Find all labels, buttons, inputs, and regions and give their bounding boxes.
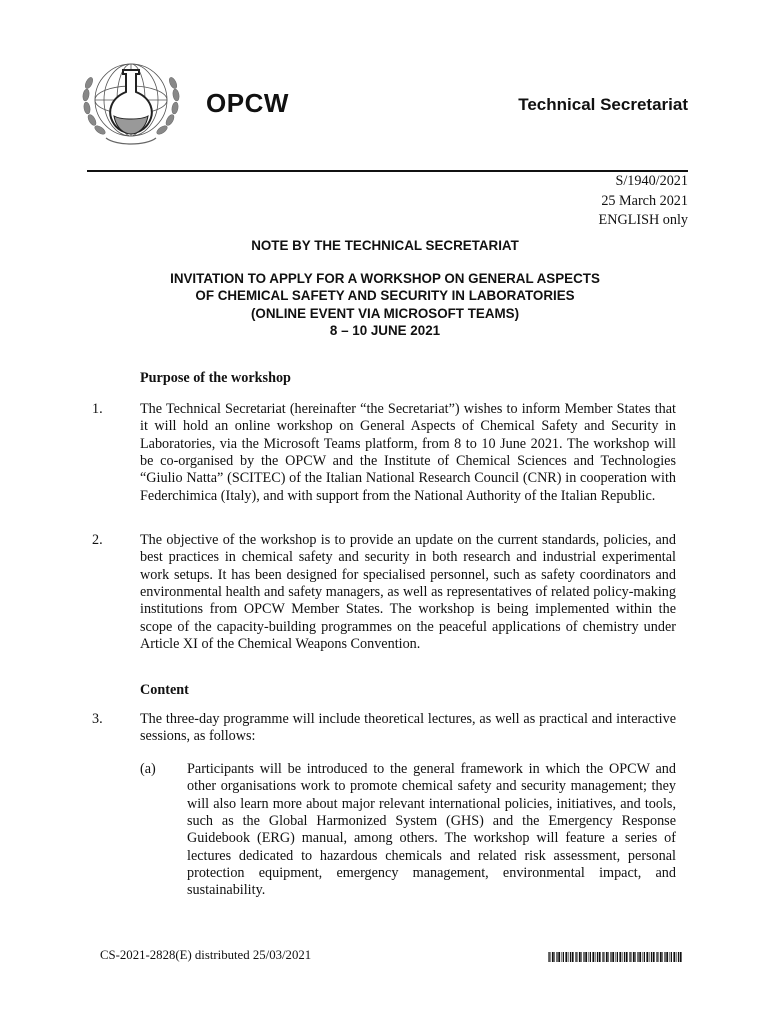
document-date: 25 March 2021 — [601, 192, 688, 209]
barcode-bar — [603, 952, 604, 962]
barcode-bar — [589, 952, 590, 962]
barcode-bar — [671, 952, 672, 962]
barcode-bar — [666, 952, 668, 962]
section-heading-content: Content — [140, 682, 189, 698]
document-title — [0, 270, 770, 340]
barcode-bar — [568, 952, 569, 962]
paragraph-text: The three-day programme will include theoretical lectures, as well as practical and interactive sessions, as follows: — [140, 711, 676, 745]
barcode-bar — [585, 952, 587, 962]
barcode-bar — [606, 952, 608, 962]
barcode-bar — [556, 952, 557, 962]
barcode-bar — [617, 952, 618, 962]
barcode-bar — [602, 952, 603, 962]
document-meta — [599, 172, 688, 231]
barcode-bar — [633, 952, 635, 962]
barcode-bar — [558, 952, 560, 962]
organization-name: OPCW — [206, 88, 289, 118]
barcode-bar — [572, 952, 574, 962]
section-heading-purpose: Purpose of the workshop — [140, 370, 291, 386]
barcode-bar — [552, 952, 554, 962]
barcode-bar — [637, 952, 638, 962]
barcode-bar — [639, 952, 641, 962]
barcode-bar — [651, 952, 652, 962]
barcode-bar — [592, 952, 594, 962]
barcode-bar — [653, 952, 655, 962]
subparagraph-text: Participants will be introduced to the general framework in which the OPCW and other organisations work to promote chemical safety and security management; they will also learn more about major relevant international policies, initiatives, and tools, such as the Global Harmonized System (GHS) and the Emergency Response Guidebook (ERG) manual, among others. The workshop will feature a series of lectures dedicated to hazardous chemicals and related risk assessment, personal protection equipment, emergency management, environmental impact, and sustainability. — [187, 761, 676, 899]
distribution-line: CS-2021-2828(E) distributed 25/03/2021 — [100, 948, 312, 962]
barcode-bar — [678, 952, 679, 962]
barcode-bar — [644, 952, 645, 962]
barcode-bar — [660, 952, 662, 962]
barcode-bar — [583, 952, 584, 962]
barcode-bar — [576, 952, 577, 962]
barcode-bar — [610, 952, 611, 962]
barcode-bar — [590, 952, 591, 962]
barcode-bar — [597, 952, 598, 962]
barcode-bar — [579, 952, 581, 962]
barcode-bar — [646, 952, 648, 962]
barcode-bar — [612, 952, 614, 962]
paragraph-number: 1. — [92, 401, 103, 417]
barcode-bar — [622, 952, 623, 962]
document-symbol: S/1940/2021 — [615, 173, 688, 189]
paragraph-text: The objective of the workshop is to provide an update on the current standards, policies, and best practices in chemical safety and security in both research and industrial experimental work setups. It has been designed for specialised personnel, such as safety coordinators and environmental health and safety managers, as well as representatives of related policy-making institutions from OPCW Member States. The workshop is being implemented within the scope of the capacity-building programmes on the peaceful applications of chemistry under Article XI of the Chemical Weapons Convention. — [140, 532, 676, 653]
paragraph-text: The Technical Secretariat (hereinafter “the Secretariat”) wishes to inform Member States that it will hold an online workshop on General Aspects of Chemical Safety and Security in Laboratories, via the Microsoft Teams platform, from 8 to 10 June 2021. The workshop will be co-organised by the OPCW and the Institute of Chemical Sciences and Technologies “Giulio Natta” (SCITEC) of the Italian National Research Council (CNR) in cooperation with Federchimica (Italy), and with support from the National Authority of the Italian Republic. — [140, 401, 676, 504]
barcode — [548, 952, 682, 962]
barcode-bar — [629, 952, 630, 962]
department-name: Technical Secretariat — [518, 95, 688, 114]
barcode-bar — [662, 952, 663, 962]
barcode-bar — [643, 952, 644, 962]
barcode-bar — [664, 952, 665, 962]
paragraph-number: 3. — [92, 711, 103, 727]
barcode-bar — [680, 952, 682, 962]
barcode-bar — [608, 952, 609, 962]
barcode-bar — [676, 952, 677, 962]
barcode-bar — [656, 952, 657, 962]
barcode-bar — [630, 952, 631, 962]
barcode-bar — [657, 952, 658, 962]
barcode-bar — [616, 952, 617, 962]
barcode-bar — [575, 952, 576, 962]
barcode-bar — [595, 952, 596, 962]
barcode-bar — [673, 952, 675, 962]
barcode-bar — [570, 952, 571, 962]
title-line: 8 – 10 JUNE 2021 — [329, 323, 441, 339]
barcode-bar — [581, 952, 582, 962]
barcode-bar — [554, 952, 555, 962]
barcode-bar — [599, 952, 601, 962]
document-language: ENGLISH only — [598, 212, 688, 228]
subparagraph-label: (a) — [140, 761, 156, 777]
barcode-bar — [624, 952, 625, 962]
barcode-bar — [670, 952, 671, 962]
opcw-emblem-logo — [76, 50, 186, 160]
barcode-bar — [549, 952, 550, 962]
barcode-bar — [548, 952, 549, 962]
barcode-bar — [619, 952, 621, 962]
barcode-bar — [565, 952, 567, 962]
barcode-bar — [562, 952, 563, 962]
paragraph-number: 2. — [92, 532, 103, 548]
barcode-bar — [649, 952, 650, 962]
title-line: INVITATION TO APPLY FOR A WORKSHOP ON GENERAL ASPECTS — [170, 271, 600, 286]
barcode-bar — [563, 952, 564, 962]
barcode-bar — [626, 952, 628, 962]
note-heading: NOTE BY THE TECHNICAL SECRETARIAT — [251, 238, 519, 253]
title-line: OF CHEMICAL SAFETY AND SECURITY IN LABORATORIES — [195, 288, 575, 304]
barcode-bar — [635, 952, 636, 962]
title-line: (ONLINE EVENT VIA MICROSOFT TEAMS) — [250, 305, 520, 321]
